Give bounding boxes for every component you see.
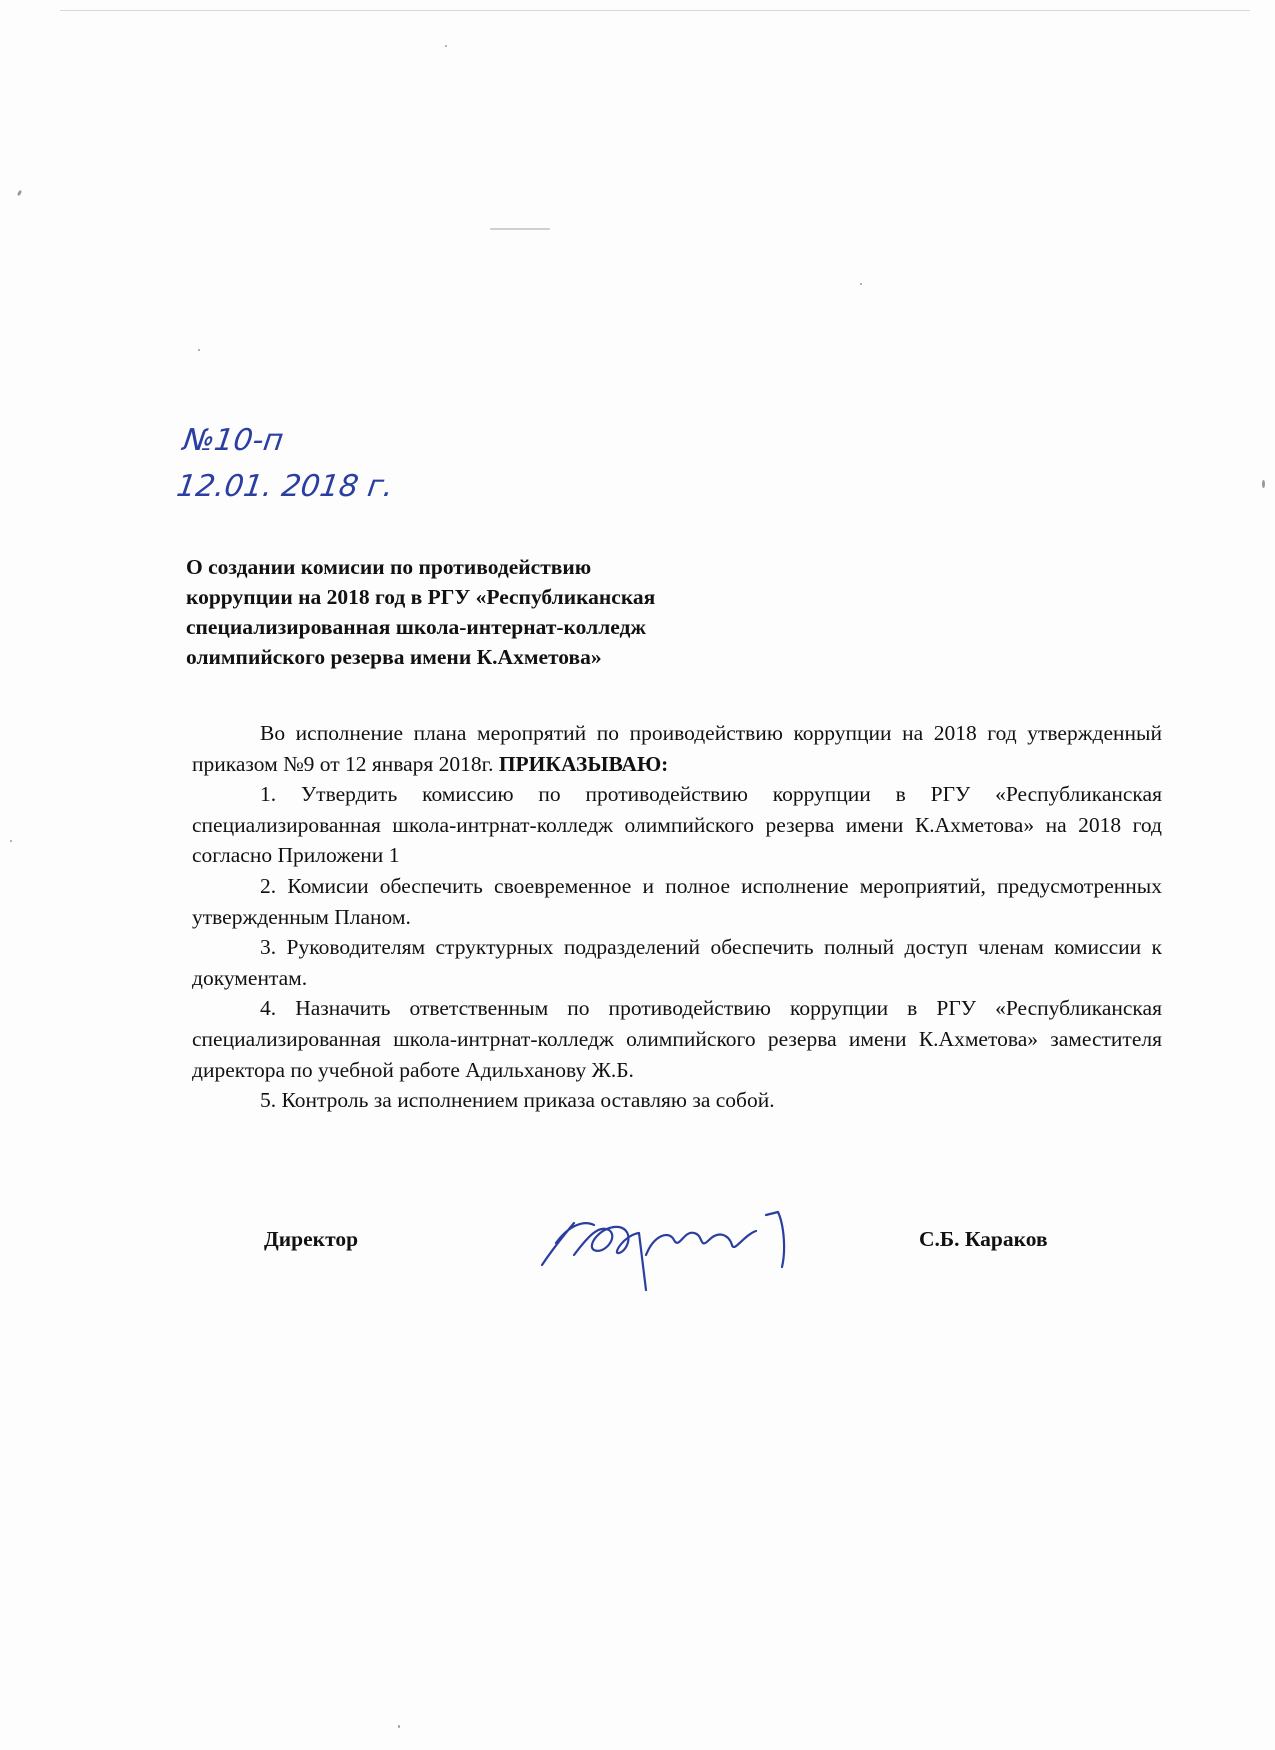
registration-handwriting [174,420,403,508]
handwritten-signature [534,1195,824,1295]
subject-line: коррупции на 2018 год в РГУ «Республиканская [186,585,656,609]
intro-paragraph [192,718,1162,779]
scan-top-edge [60,10,1250,11]
order-item-2: 2. Комисии обеспечить своевременное и полное исполнение мероприятий, предусмотренных утвержденным Планом. [192,873,1162,929]
order-item-5: 5. Контроль за исполнением приказа оставляю за собой. [260,1088,775,1113]
order-subject [186,552,806,672]
signature-block [264,1213,1094,1293]
intro-text: Во исполнение плана меропрятий по проиводействию коррупции на 2018 год утвержденный приказом №9 от 12 января 2018г. [192,721,1162,776]
subject-line: специализированная школа-интернат-колледж [186,615,646,639]
signatory-name: С.Б. Караков [919,1227,1048,1251]
order-item-1: 1. Утвердить комиссию по противодействию коррупции в РГУ «Республиканская специализированная школа-интрнат-колледж олимпийского резерва имени К.Ахметова» на 2018 год согласно Приложени 1 [192,782,1162,868]
order-number: №10-п [180,423,286,458]
subject-line: олимпийского резерва имени К.Ахметова» [186,645,602,669]
order-date: 12.01. 2018 г. [174,469,396,504]
order-item-4: 4. Назначить ответственным по противодействию коррупции в РГУ «Республиканская специализированная школа-интрнат-колледж олимпийского резерва имени К.Ахметова» заместителя директора по учебной работе Адильханову Ж.Б. [192,996,1162,1082]
order-item-3: 3. Руководителям структурных подразделений обеспечить полный доступ членам комиссии к документам. [192,935,1162,990]
order-keyword: ПРИКАЗЫВАЮ: [498,751,669,776]
subject-line: О создании комисии по противодействию [186,555,592,579]
order-body [192,718,1162,1116]
signatory-title: Директор [264,1227,359,1251]
